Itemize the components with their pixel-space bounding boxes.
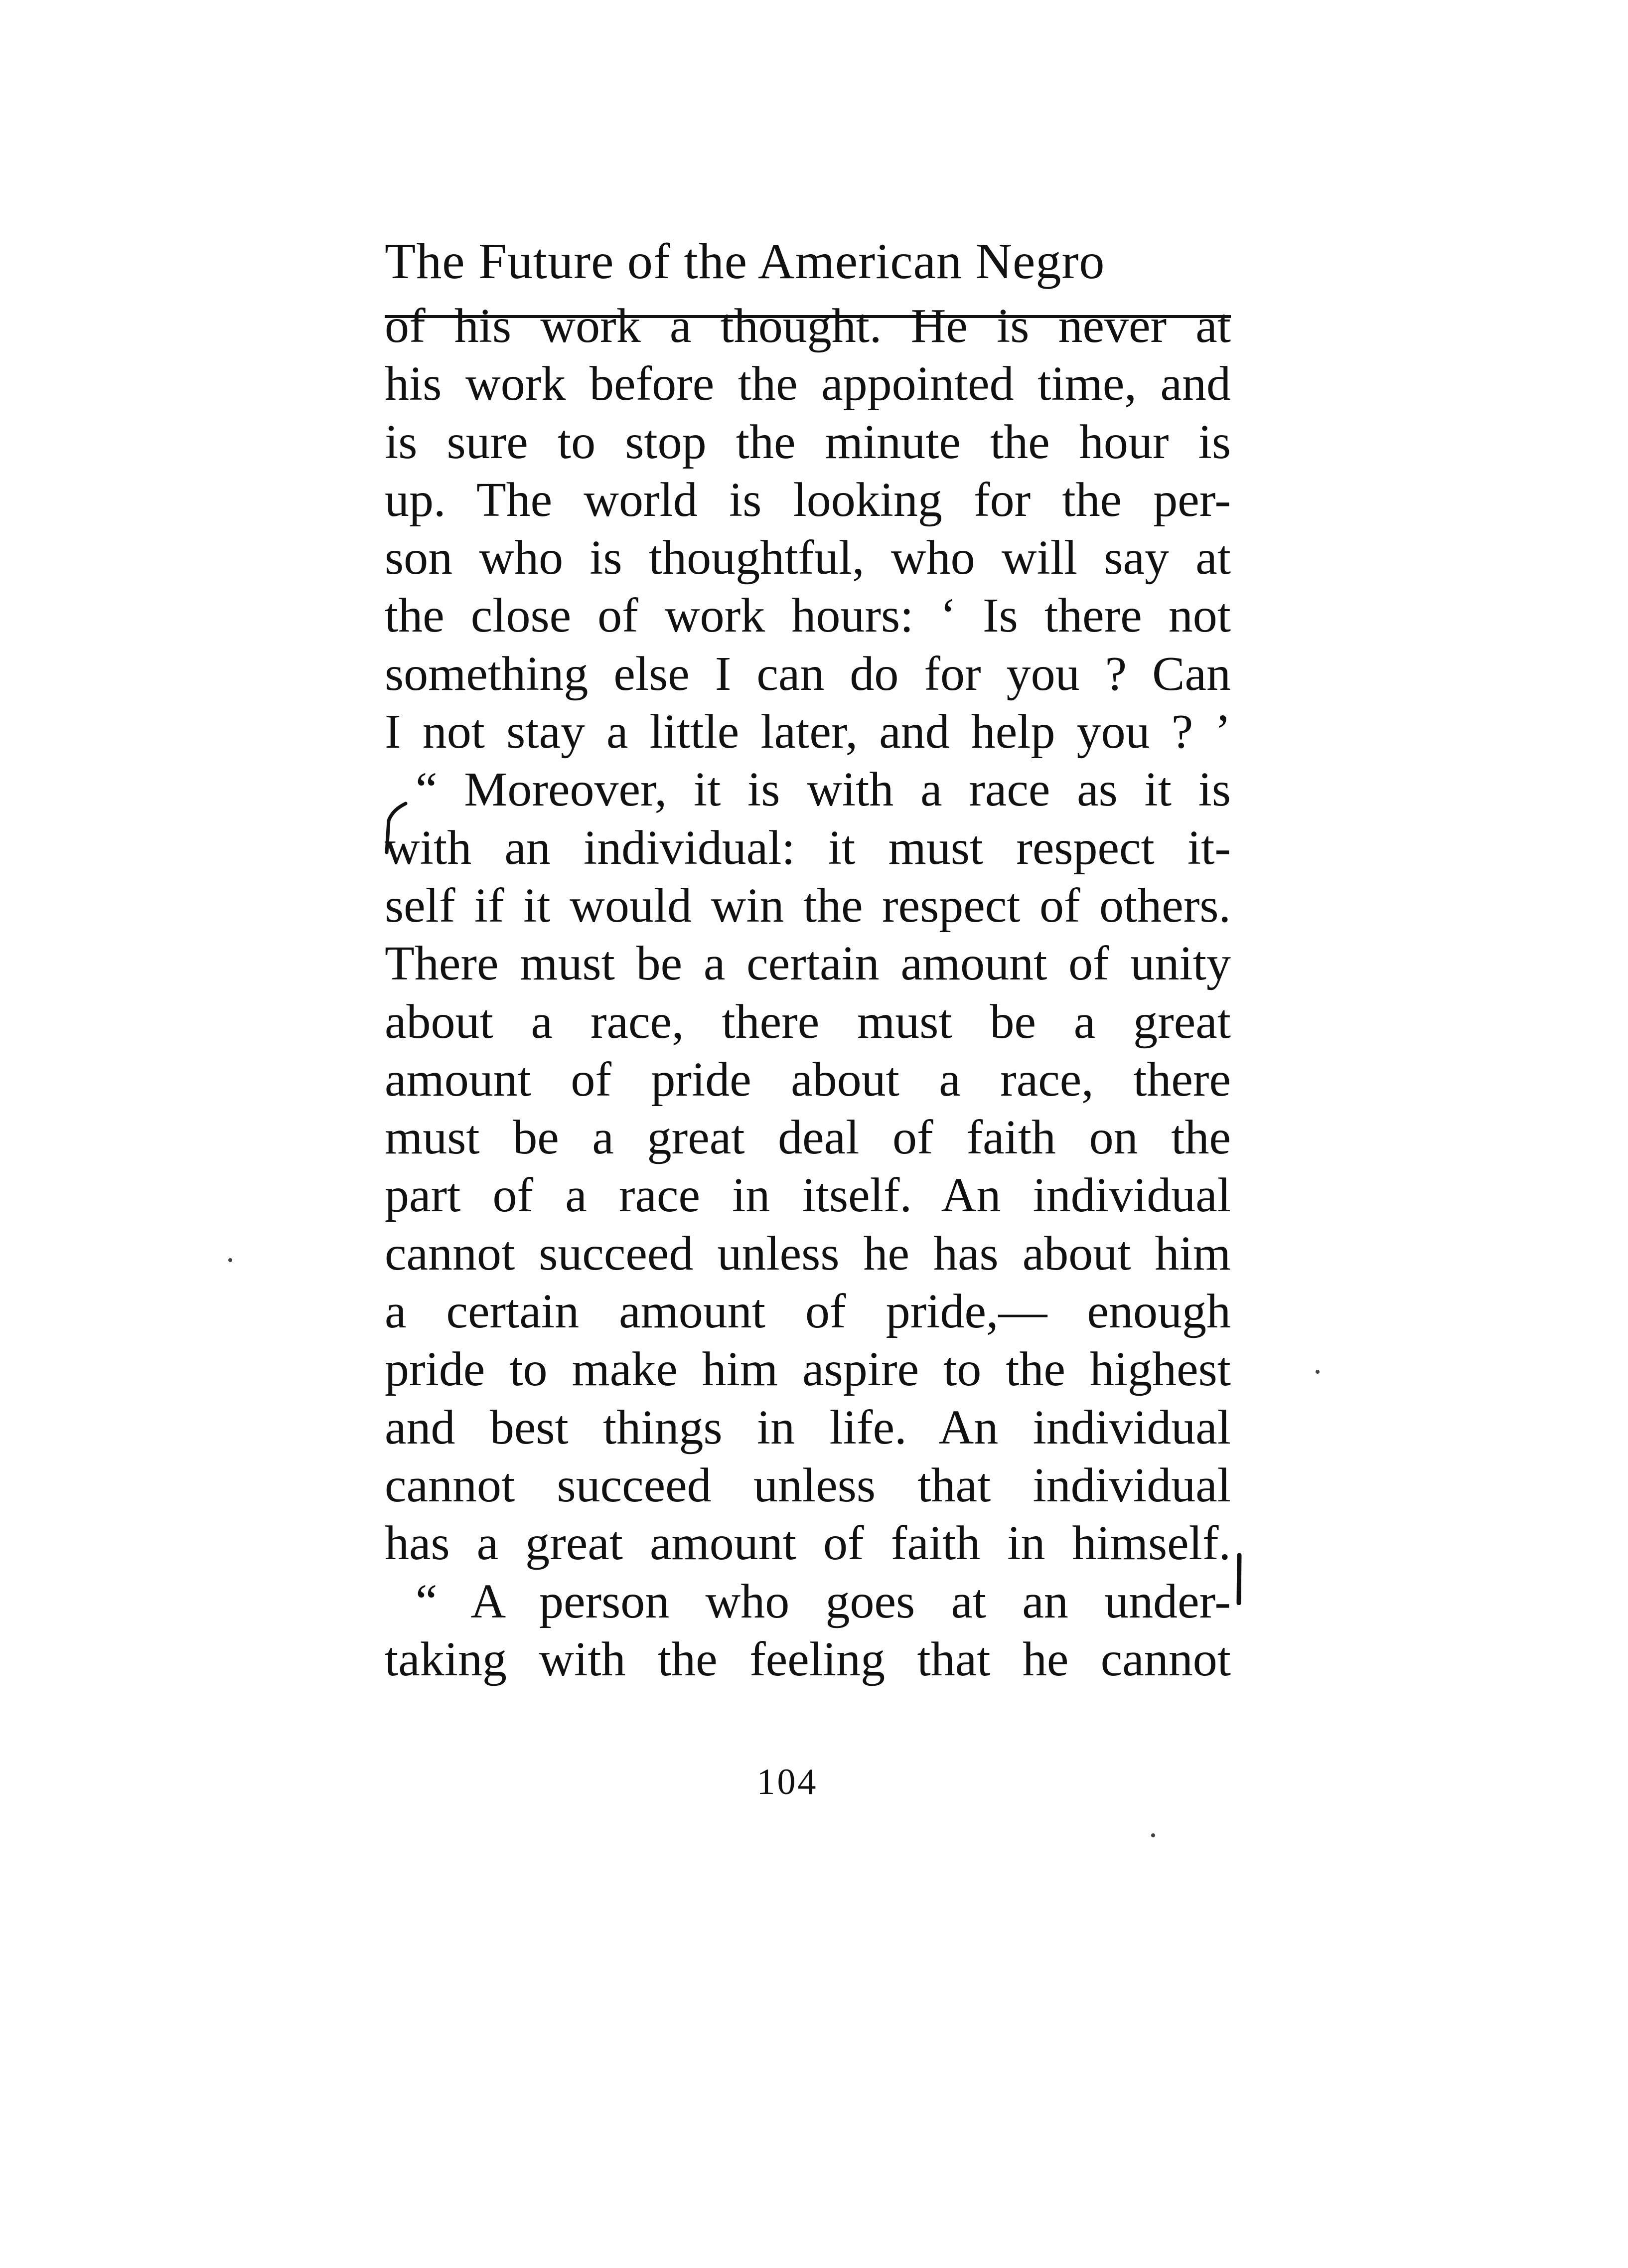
text-line: of his work a thought. He is never at: [385, 299, 1231, 353]
text-line: with an individual: it must respect it-: [385, 820, 1231, 875]
text-line: amount of pride about a race, there: [385, 1052, 1231, 1107]
text-line: pride to make him aspire to the highest: [385, 1342, 1231, 1397]
text-line: “ Moreover, it is with a race as it is: [416, 763, 1231, 817]
text-line: There must be a certain amount of unity: [385, 937, 1231, 991]
text-line: taking with the feeling that he cannot: [385, 1632, 1231, 1686]
text-line: a certain amount of pride,— enough: [385, 1285, 1231, 1339]
text-line: his work before the appointed time, and: [385, 357, 1231, 411]
text-line: something else I can do for you ? Can: [385, 647, 1231, 701]
text-line: about a race, there must be a great: [385, 994, 1231, 1049]
text-line: up. The world is looking for the per-: [385, 473, 1231, 527]
text-line: is sure to stop the minute the hour is: [385, 415, 1231, 469]
text-line: I not stay a little later, and help you ? ’: [385, 705, 1231, 759]
text-line: cannot succeed unless he has about him: [385, 1226, 1231, 1281]
handwritten-bracket-mark: [384, 801, 409, 855]
text-line: has a great amount of faith in himself.: [385, 1516, 1231, 1571]
text-line: part of a race in itself. An individual: [385, 1168, 1231, 1223]
paper-speck: [1316, 1370, 1320, 1374]
text-line: the close of work hours: ‘ Is there not: [385, 589, 1231, 643]
text-line: must be a great deal of faith on the: [385, 1111, 1231, 1165]
paper-speck: [1151, 1833, 1155, 1837]
text-line: self if it would win the respect of others.: [385, 878, 1231, 933]
paper-speck: [228, 1258, 232, 1262]
handwritten-bar-mark: [1236, 1553, 1243, 1605]
page-number: 104: [756, 1762, 818, 1802]
text-line: son who is thoughtful, who will say at: [385, 531, 1231, 585]
text-line: and best things in life. An individual: [385, 1400, 1231, 1455]
running-head: The Future of the American Negro: [385, 233, 1105, 290]
text-line: cannot succeed unless that individual: [385, 1458, 1231, 1512]
text-line: “ A person who goes at an under-: [416, 1574, 1231, 1628]
body-text: [385, 297, 1231, 1688]
